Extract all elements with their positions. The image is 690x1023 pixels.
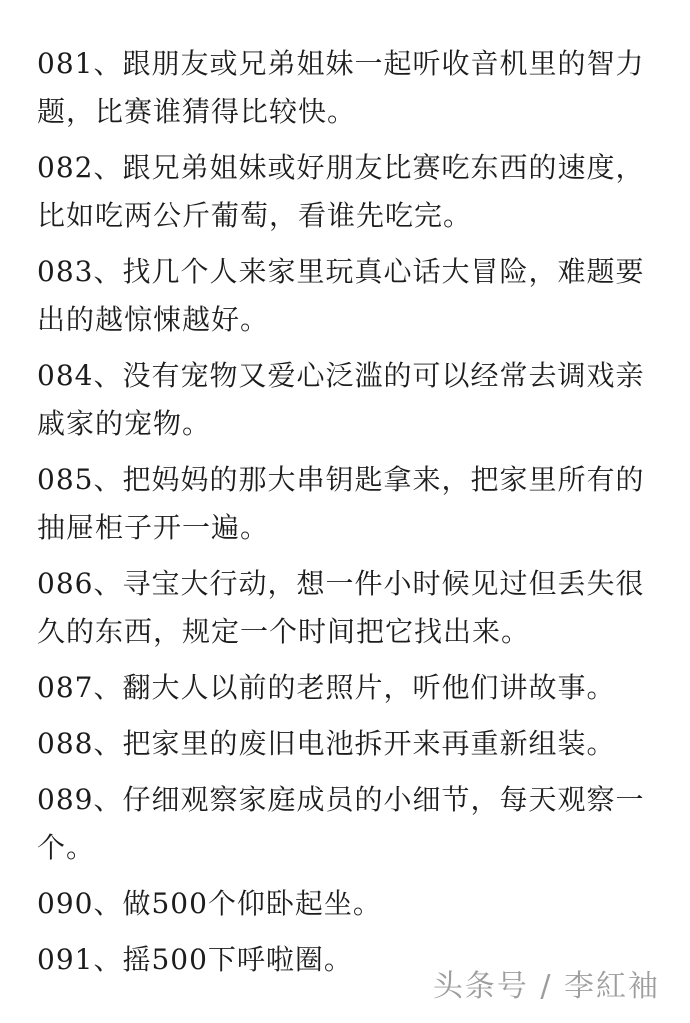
- list-item-088: 088、把家里的废旧电池拆开来再重新组装。: [37, 727, 616, 760]
- list-item-084: 084、没有宠物又爱心泛滥的可以经常去调戏亲戚家的宠物。: [37, 359, 645, 440]
- list-item-087: 087、翻大人以前的老照片，听他们讲故事。: [37, 671, 616, 704]
- activity-list: [37, 40, 657, 992]
- list-item-090: 090、做500个仰卧起坐。: [37, 887, 382, 920]
- list-item-091: 091、摇500下呼啦圈。: [37, 943, 353, 976]
- list-item-081: 081、跟朋友或兄弟姐妹一起听收音机里的智力题，比赛谁猜得比较快。: [37, 47, 645, 128]
- list-item-083: 083、找几个人来家里玩真心话大冒险，难题要出的越惊悚越好。: [37, 255, 645, 336]
- list-item-086: 086、寻宝大行动，想一件小时候见过但丢失很久的东西，规定一个时间把它找出来。: [37, 567, 645, 648]
- watermark: 头条号 / 李紅袖: [432, 969, 660, 1004]
- list-item-082: 082、跟兄弟姐妹或好朋友比赛吃东西的速度，比如吃两公斤葡萄，看谁先吃完。: [37, 151, 645, 232]
- list-item-085: 085、把妈妈的那大串钥匙拿来，把家里所有的抽屉柜子开一遍。: [37, 463, 645, 544]
- list-item-089: 089、仔细观察家庭成员的小细节，每天观察一个。: [37, 783, 645, 864]
